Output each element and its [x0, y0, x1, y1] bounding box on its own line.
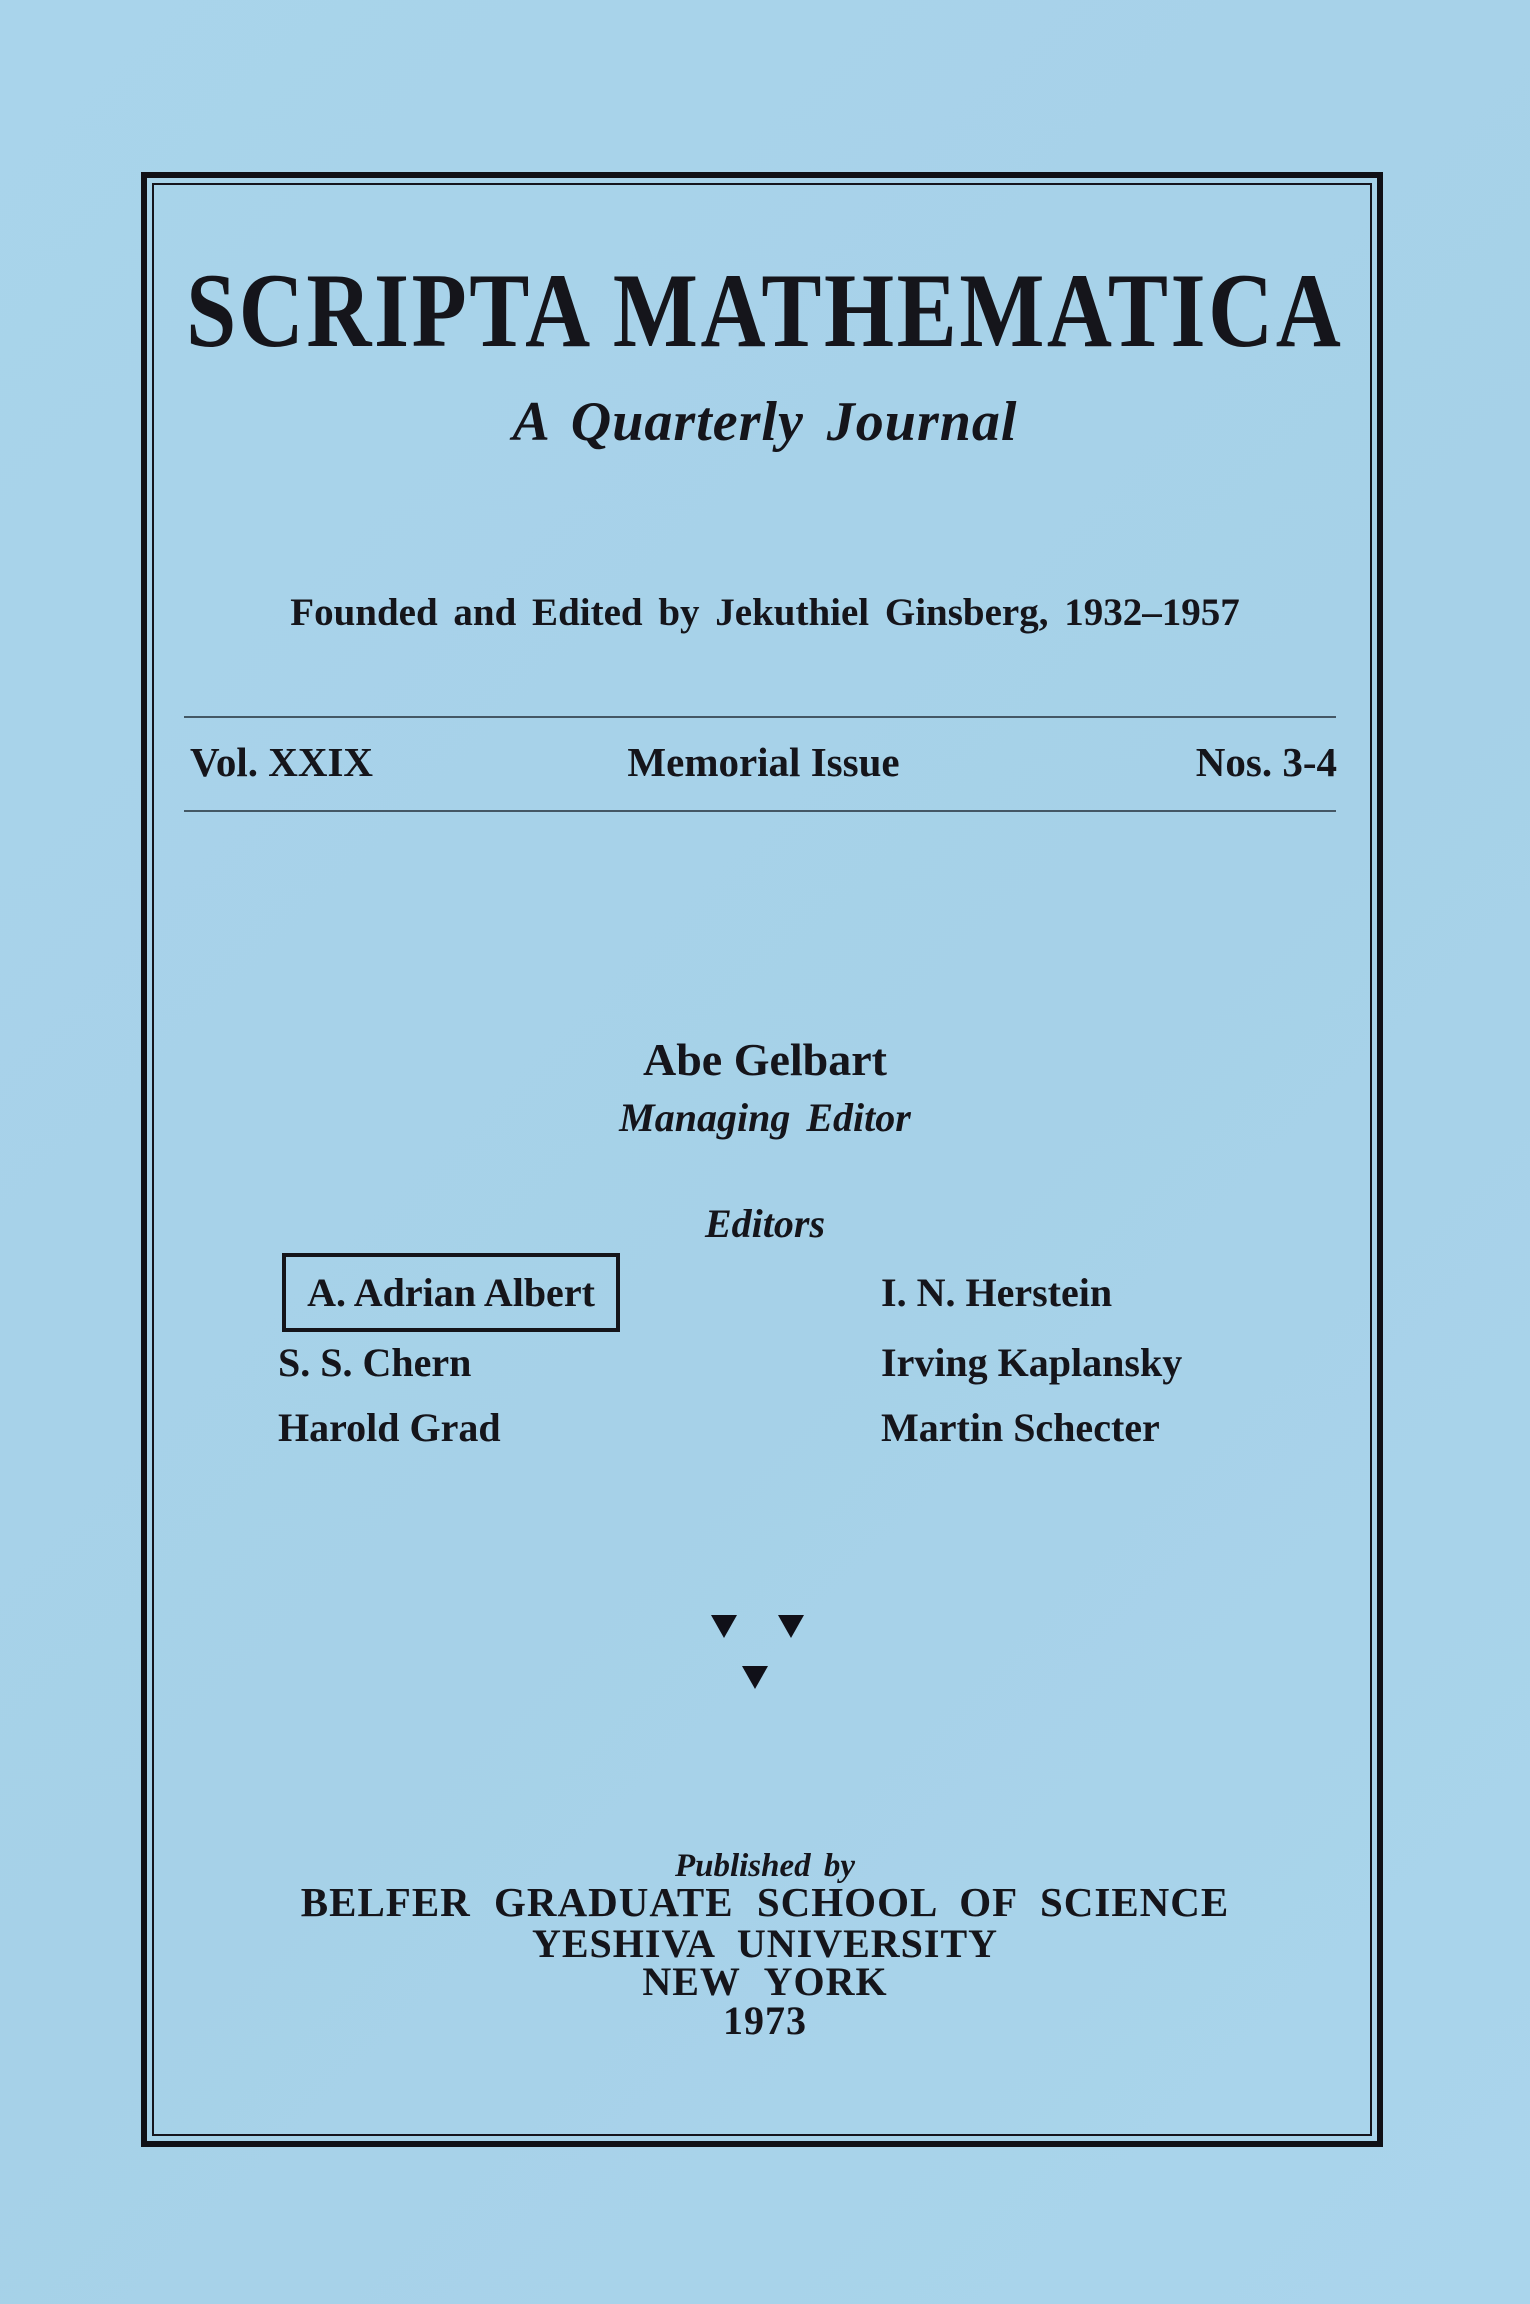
editor-name-herstein: I. N. Herstein [881, 1270, 1113, 1315]
issue-title: Memorial Issue [627, 739, 900, 785]
journal-title [0, 252, 1530, 369]
founder-line: Founded and Edited by Jekuthiel Ginsberg, 1932–1957 [290, 591, 1240, 634]
publisher-name: BELFER GRADUATE SCHOOL OF SCIENCE [300, 1879, 1230, 1925]
university-name: YESHIVA UNIVERSITY [531, 1921, 999, 1966]
publication-year: 1973 [723, 1998, 807, 2043]
editor-name-schecter: Martin Schecter [881, 1405, 1160, 1450]
down-triangle-icon [742, 1666, 768, 1689]
journal-title-text: SCRIPTA MATHEMATICA [186, 252, 1344, 369]
cover-frame-inner [152, 183, 1372, 2136]
editor-name-grad: Harold Grad [278, 1405, 501, 1450]
volume-label: Vol. XXIX [190, 739, 374, 785]
managing-editor-name: Abe Gelbart [642, 1034, 887, 1085]
editors-heading: Editors [704, 1201, 826, 1246]
managing-editor-role: Managing Editor [619, 1095, 911, 1140]
editor-name-chern: S. S. Chern [278, 1340, 472, 1385]
down-triangle-icon [778, 1615, 804, 1638]
published-by-label: Published by [674, 1848, 856, 1884]
publisher-city: NEW YORK [642, 1959, 888, 2004]
down-triangle-icon [711, 1615, 737, 1638]
editor-name-albert: A. Adrian Albert [307, 1269, 595, 1315]
issue-bar-top-rule [184, 716, 1336, 718]
issue-numbers: Nos. 3-4 [1195, 739, 1337, 785]
issue-bar-bottom-rule [184, 810, 1336, 812]
editor-name-kaplansky: Irving Kaplansky [881, 1340, 1183, 1385]
journal-subtitle: A Quarterly Journal [512, 391, 1018, 453]
boxed-editor-frame [282, 1253, 620, 1332]
